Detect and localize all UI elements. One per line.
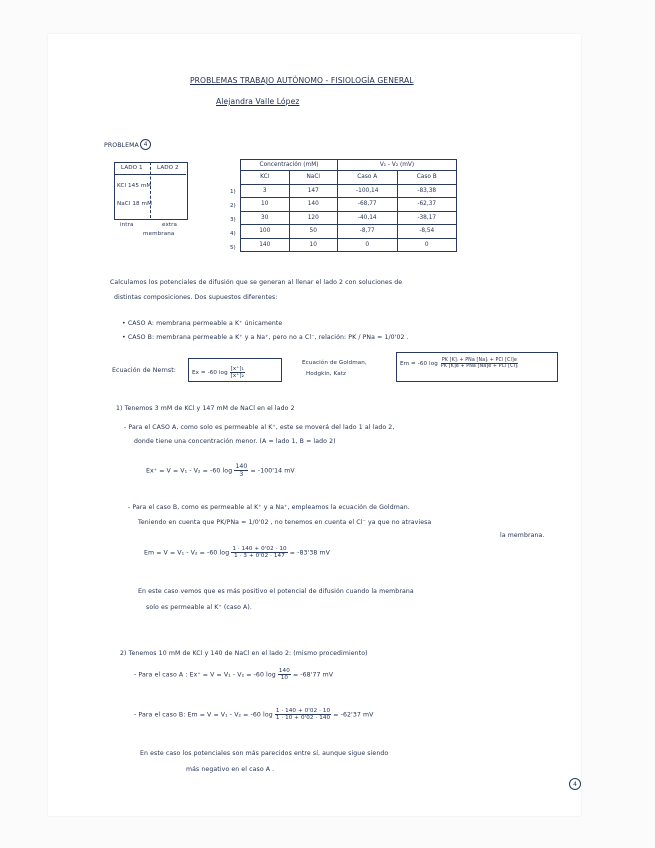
q2-b-numerator: 1 · 140 + 0'02 · 10: [275, 708, 331, 714]
membrana-label: membrana: [143, 231, 175, 237]
caso-a-definition: • CASO A: membrana permeable a K⁺ únicamente: [122, 320, 283, 327]
cell-caso-b: -38,17: [397, 211, 457, 225]
goldman-numerator: PK [K]ᵢ + PNa [Na]ᵢ + PCl [Cl]e: [441, 358, 517, 363]
table-header-conc: Concentración (mM): [241, 160, 338, 171]
q1-a-denominator: 3: [239, 471, 244, 478]
q1-a-equation: [146, 463, 295, 478]
col-nacl: NaCl: [289, 171, 338, 185]
q1-conclusion-line1: En este caso vemos que es más positivo el potencial de difusión cuando la membrana: [138, 588, 414, 595]
cell-kcl: 30: [241, 211, 290, 225]
row-number: 4): [230, 231, 236, 237]
table-row: [241, 184, 457, 198]
intro-line1: Calculamos los potenciales de difusión que se generan al llenar el lado 2 con soluciones de: [110, 279, 403, 286]
q2-conclusion-line2: más negativo en el caso A .: [186, 766, 275, 773]
q1-b-denominator: 1 · 3 + 0'02 · 147: [234, 553, 285, 559]
goldman-label1: Ecuación de Goldman,: [302, 360, 367, 366]
cell-caso-a: -68,77: [338, 198, 398, 212]
concentration-table: [240, 159, 457, 252]
nernst-equation: [192, 366, 245, 379]
cell-caso-b: 0: [397, 238, 457, 252]
cell-caso-b: -8,54: [397, 225, 457, 239]
nernst-label: Ecuación de Nernst:: [112, 367, 176, 374]
q2-b-lhs: - Para el caso B: Em = V = V₁ - V₂ = -60 log: [134, 711, 273, 719]
col-kcl: KCl: [241, 171, 290, 185]
col-caso-a: Caso A: [338, 171, 398, 185]
cell-kcl: 10: [241, 198, 290, 212]
table-row: [241, 198, 457, 212]
cell-caso-a: -100,14: [338, 184, 398, 198]
cell-nacl: 50: [289, 225, 338, 239]
row-number: 3): [230, 217, 236, 223]
q1-heading: 1) Tenemos 3 mM de KCl y 147 mM de NaCl en el lado 2: [116, 405, 295, 412]
q2-conclusion-line1: En este caso los potenciales son más parecidos entre sí, aunque sigue siendo: [140, 750, 389, 757]
cell-kcl: 140: [241, 238, 290, 252]
nernst-lhs: Ex = -60 log: [192, 370, 228, 376]
cell-nacl: 120: [289, 211, 338, 225]
col-caso-b: Caso B: [397, 171, 457, 185]
q1-a-line1: - Para el CASO A, como solo es permeable al K⁺, este se moverá del lado 1 al lado 2,: [124, 424, 395, 431]
q2-b-denominator: 1 · 10 + 0'02 · 140: [275, 715, 331, 721]
cell-caso-b: -62,37: [397, 198, 457, 212]
q1-b-result: = -83'38 mV: [289, 549, 330, 557]
q1-b-equation: [144, 546, 330, 559]
q2-heading: 2) Tenemos 10 mM de KCl y 140 de NaCl en el lado 2: (mismo procedimiento): [120, 650, 368, 657]
q2-a-numerator: 140: [278, 668, 290, 674]
kcl-concentration: KCl 145 mM: [117, 183, 152, 189]
problem-label: PROBLEMA: [104, 142, 139, 149]
nacl-concentration: NaCl 18 mM: [117, 201, 153, 207]
table-row: [241, 238, 457, 252]
lado2-label: LADO 2: [157, 165, 179, 171]
q1-a-result: = -100'14 mV: [250, 467, 295, 475]
q2-a-equation: [134, 668, 333, 681]
author-name: Alejandra Valle López: [216, 97, 300, 106]
cell-nacl: 147: [289, 184, 338, 198]
intra-label: intra: [120, 222, 134, 228]
cell-caso-a: 0: [338, 238, 398, 252]
problem-number: 4: [140, 139, 151, 150]
q1-a-lhs: Ex⁺ = V = V₁ - V₂ = -60 log: [146, 467, 233, 475]
q1-b-line3: la membrana.: [500, 532, 545, 539]
cell-caso-a: -8,77: [338, 225, 398, 239]
goldman-equation: [400, 358, 519, 369]
table-row: [241, 211, 457, 225]
q1-b-line2: Teniendo en cuenta que PK/PNa = 1/0'02 , no tenemos en cuenta el Cl⁻ ya que no atraviesa: [138, 519, 432, 526]
q1-b-line1: - Para el caso B, como es permeable al K⁺ y a Na⁺, empleamos la ecuación de Goldman.: [128, 504, 410, 511]
q2-a-denominator: 10: [280, 675, 289, 681]
extra-label: extra: [162, 222, 178, 228]
page-title: PROBLEMAS TRABAJO AUTÓNOMO - FISIOLOGÍA GENERAL: [190, 76, 414, 85]
cell-kcl: 3: [241, 184, 290, 198]
diagram-header-line: [114, 174, 186, 175]
lado1-label: LADO 1: [121, 165, 143, 171]
nernst-denominator: [x⁺]₂: [230, 373, 244, 379]
q1-a-numerator: 140: [235, 463, 248, 470]
cell-caso-a: -40,14: [338, 211, 398, 225]
cell-caso-b: -83,38: [397, 184, 457, 198]
row-number: 5): [230, 245, 236, 251]
q1-a-line2: donde tiene una concentración menor. (A = lado 1, B = lado 2): [134, 438, 336, 445]
page-number: 4: [569, 778, 581, 790]
goldman-label2: Hodgkin, Katz: [306, 371, 347, 377]
q1-b-numerator: 1 · 140 + 0'02 · 10: [232, 546, 287, 552]
caso-b-definition: • CASO B: membrana permeable a K⁺ y a Na⁺, pero no a Cl⁻, relación: PK / PNa = 1/0'02 .: [122, 334, 409, 341]
membrane-divider: [150, 162, 151, 218]
cell-nacl: 140: [289, 198, 338, 212]
intro-line2: distintas composiciones. Dos supuestos diferentes:: [114, 294, 278, 301]
row-number: 1): [230, 189, 236, 195]
q1-b-lhs: Em = V = V₁ - V₂ = -60 log: [144, 549, 230, 557]
q1-conclusion-line2: solo es permeable al K⁺ (caso A).: [146, 604, 252, 611]
q2-b-equation: [134, 708, 373, 721]
cell-kcl: 100: [241, 225, 290, 239]
q2-b-result: = -62'37 mV: [333, 711, 374, 719]
q2-a-lhs: - Para el caso A : Ex⁺ = V = V₁ - V₂ = -60 log: [134, 671, 276, 679]
cell-nacl: 10: [289, 238, 338, 252]
goldman-denominator: PK [K]e + PNa [Na]e + PCl [Cl]ᵢ: [440, 364, 518, 369]
nernst-numerator: [x⁺]₁: [230, 366, 244, 372]
goldman-lhs: Em = -60 log: [400, 361, 438, 367]
row-number: 2): [230, 203, 236, 209]
table-header-v: V₁ - V₂ (mV): [338, 160, 457, 171]
table-row: [241, 225, 457, 239]
q2-a-result: = -68'77 mV: [292, 671, 334, 679]
